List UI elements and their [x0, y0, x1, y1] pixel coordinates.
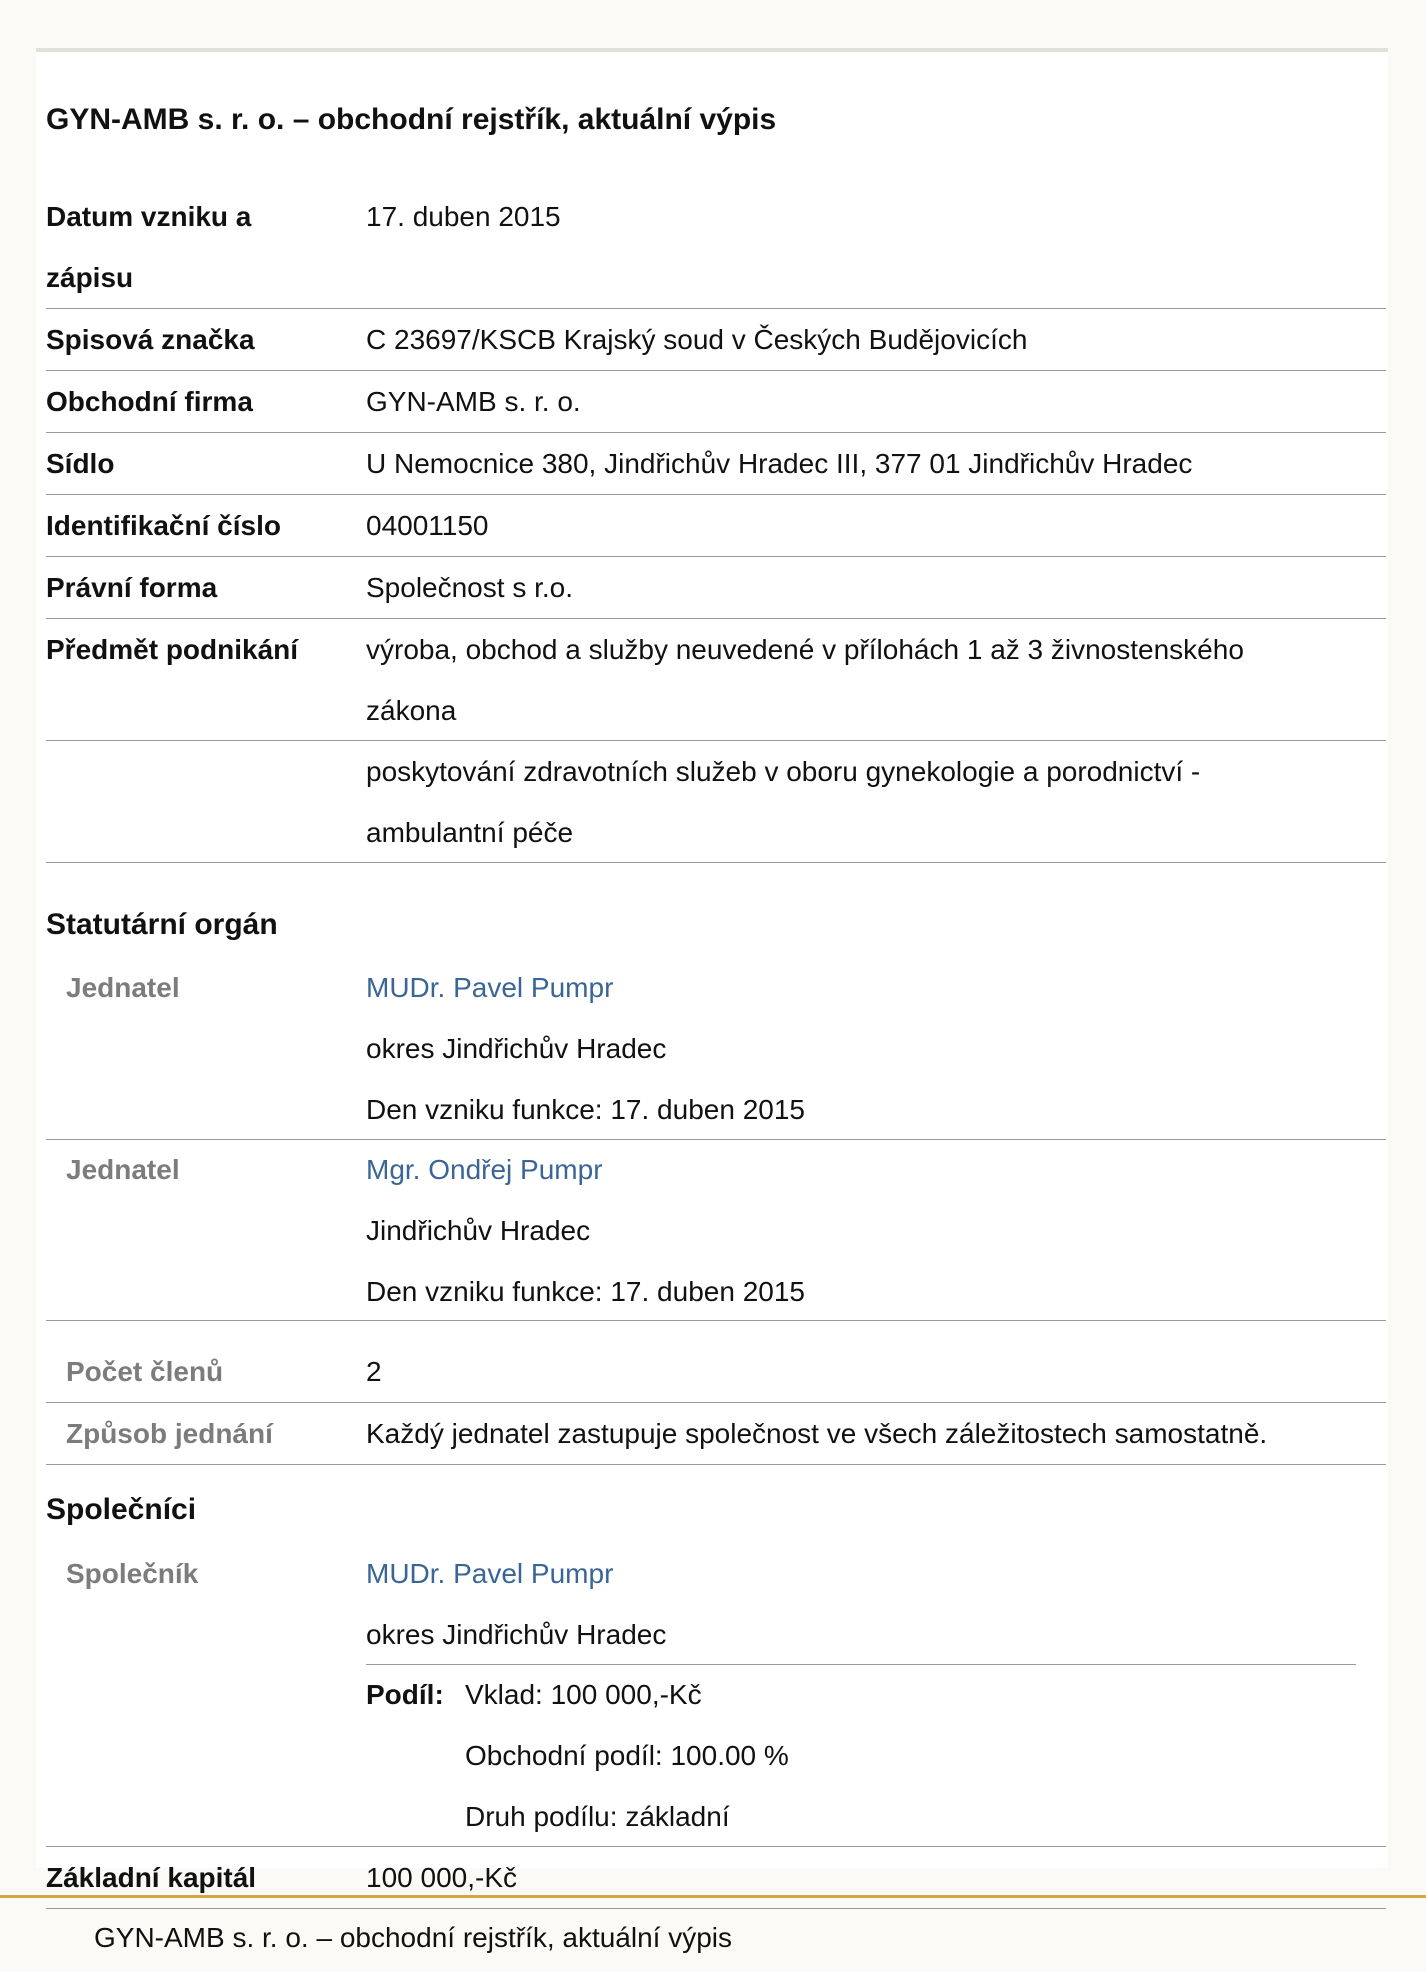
- value-zakladni-kapital: 100 000,-Kč: [366, 1862, 517, 1893]
- label-datum-vzniku: [46, 186, 346, 308]
- label-predmet-podnikani: Předmět podnikání: [46, 634, 299, 665]
- row-jednatel: [46, 957, 1386, 1140]
- label-zpusob-jednani: Způsob jednání: [66, 1418, 273, 1449]
- label-jednatel: Jednatel: [66, 1154, 180, 1185]
- row-spolecnik: [46, 1543, 1386, 1847]
- label-zakladni-kapital: Základní kapitál: [46, 1862, 257, 1893]
- value-vklad: Vklad: 100 000,-Kč: [465, 1679, 702, 1710]
- label-obchodni-firma: Obchodní firma: [46, 386, 253, 417]
- page-title: GYN-AMB s. r. o. – obchodní rejstřík, aktuální výpis: [46, 103, 777, 136]
- label-datum-vzniku-line2: zápisu: [46, 262, 134, 293]
- label-spisova-znacka: Spisová značka: [46, 324, 255, 355]
- value-spisova-znacka: C 23697/KSCB Krajský soud v Českých Budějovicích: [366, 324, 1028, 355]
- value-jednatel: [366, 1139, 1376, 1322]
- label-pocet-clenu: Počet členů: [66, 1356, 224, 1387]
- person-address: Jindřichův Hradec: [366, 1215, 591, 1246]
- value-ico: 04001150: [366, 510, 489, 541]
- value-druh-podilu: Druh podílu: základní: [465, 1801, 730, 1832]
- row-zakladni-kapital: [46, 1847, 1386, 1909]
- row-predmet-podnikani-2: [46, 741, 1386, 863]
- row-spisova-znacka: [46, 309, 1386, 371]
- value-predmet-item-line1: poskytování zdravotních služeb v oboru gynekologie a porodnictví -: [366, 756, 1201, 787]
- row-pocet-clenu: [46, 1341, 1386, 1403]
- person-link[interactable]: MUDr. Pavel Pumpr: [366, 972, 614, 1003]
- row-obchodni-firma: [46, 371, 1386, 433]
- value-pocet-clenu: 2: [366, 1356, 382, 1387]
- value-zpusob-jednani: Každý jednatel zastupuje společnost ve všech záležitostech samostatně.: [366, 1418, 1268, 1449]
- value-spolecnik: [366, 1543, 1376, 1665]
- label-spolecnik: Společník: [66, 1558, 199, 1589]
- row-ico: [46, 495, 1386, 557]
- value-predmet-item-line1: výroba, obchod a služby neuvedené v přílohách 1 až 3 živnostenského: [366, 634, 1244, 665]
- value-obchodni-podil: Obchodní podíl: 100.00 %: [465, 1740, 789, 1771]
- label-datum-vzniku-line1: Datum vzniku a: [46, 201, 252, 232]
- person-address: okres Jindřichův Hradec: [366, 1033, 667, 1064]
- row-datum-vzniku: [46, 186, 1386, 309]
- label-sidlo: Sídlo: [46, 448, 115, 479]
- value-jednatel: [366, 957, 1376, 1140]
- label-jednatel: Jednatel: [66, 972, 180, 1003]
- value-obchodni-firma: GYN-AMB s. r. o.: [366, 386, 581, 417]
- person-since: Den vzniku funkce: 17. duben 2015: [366, 1094, 805, 1125]
- value-predmet-item: [366, 741, 1376, 863]
- row-jednatel: [46, 1139, 1386, 1321]
- label-podil: Podíl:: [366, 1679, 444, 1710]
- label-ico: Identifikační číslo: [46, 510, 281, 541]
- value-sidlo: U Nemocnice 380, Jindřichův Hradec III, 377 01 Jindřichův Hradec: [366, 448, 1193, 479]
- register-extract-card: [36, 48, 1388, 1893]
- person-address: okres Jindřichův Hradec: [366, 1619, 667, 1650]
- row-zpusob-jednani: [46, 1403, 1386, 1465]
- value-predmet-item-line2: ambulantní péče: [366, 817, 574, 848]
- value-datum-vzniku: 17. duben 2015: [366, 201, 561, 232]
- section-heading-statutarni-organ: Statutární orgán: [46, 908, 278, 941]
- label-pravni-forma: Právní forma: [46, 572, 218, 603]
- person-since: Den vzniku funkce: 17. duben 2015: [366, 1276, 805, 1307]
- value-pravni-forma: Společnost s r.o.: [366, 572, 574, 603]
- section-heading-spolecnici: Společníci: [46, 1493, 197, 1526]
- person-link[interactable]: MUDr. Pavel Pumpr: [366, 1558, 614, 1589]
- row-pravni-forma: [46, 557, 1386, 619]
- person-link[interactable]: Mgr. Ondřej Pumpr: [366, 1154, 603, 1185]
- footer-divider: [0, 1895, 1426, 1898]
- value-predmet-item: [366, 619, 1376, 741]
- row-sidlo: [46, 433, 1386, 495]
- row-predmet-podnikani: [46, 619, 1386, 741]
- footer-title: GYN-AMB s. r. o. – obchodní rejstřík, aktuální výpis: [94, 1922, 733, 1953]
- value-predmet-item-line2: zákona: [366, 695, 457, 726]
